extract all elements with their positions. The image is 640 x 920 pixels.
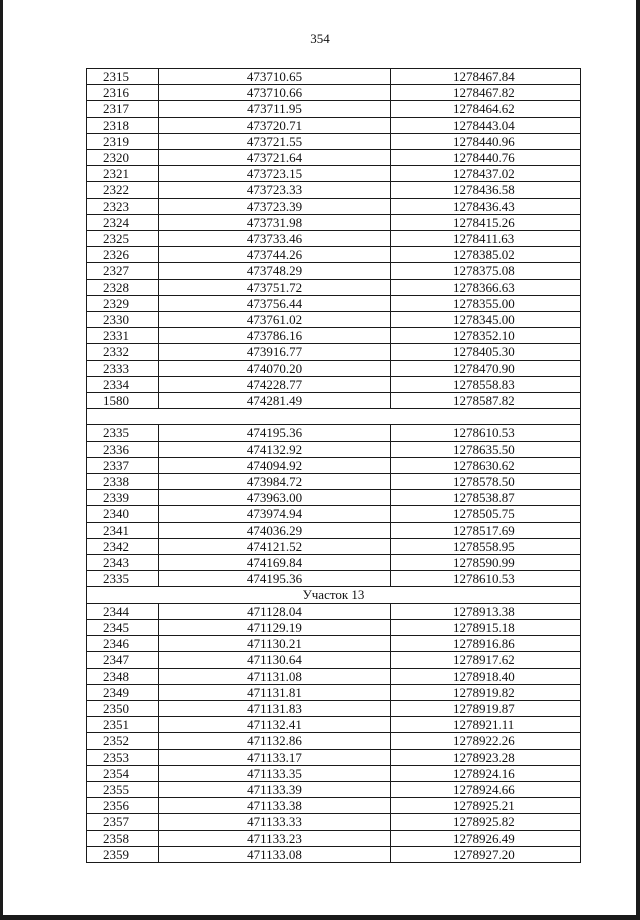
- point-number-cell: 2328: [87, 279, 159, 295]
- coordinate-x-cell: 471132.86: [159, 733, 391, 749]
- point-number-cell: 2336: [87, 441, 159, 457]
- coordinate-x-cell: 474195.36: [159, 571, 391, 587]
- table-row: [87, 312, 581, 328]
- point-number-cell: 2342: [87, 538, 159, 554]
- point-number-cell: 2344: [87, 603, 159, 619]
- coordinate-x-cell: 471131.83: [159, 700, 391, 716]
- table-row: [87, 425, 581, 441]
- coordinate-x-cell: 474228.77: [159, 376, 391, 392]
- point-number-cell: 2335: [87, 571, 159, 587]
- coordinate-x-cell: 473786.16: [159, 328, 391, 344]
- table-row: [87, 214, 581, 230]
- point-number-cell: 2323: [87, 198, 159, 214]
- table-row: [87, 457, 581, 473]
- coordinate-y-cell: 1278924.16: [391, 765, 581, 781]
- point-number-cell: 2322: [87, 182, 159, 198]
- coordinate-x-cell: 473710.66: [159, 85, 391, 101]
- point-number-cell: 2346: [87, 636, 159, 652]
- table-row: [87, 101, 581, 117]
- point-number-cell: 2341: [87, 522, 159, 538]
- coordinate-y-cell: 1278355.00: [391, 295, 581, 311]
- coordinate-y-cell: 1278917.62: [391, 652, 581, 668]
- coordinate-x-cell: 471132.41: [159, 717, 391, 733]
- table-row: [87, 393, 581, 409]
- point-number-cell: 2337: [87, 457, 159, 473]
- table-row: [87, 150, 581, 166]
- coordinate-y-cell: 1278919.82: [391, 684, 581, 700]
- table-row: [87, 781, 581, 797]
- point-number-cell: 2335: [87, 425, 159, 441]
- table-row: [87, 765, 581, 781]
- point-number-cell: 2348: [87, 668, 159, 684]
- coordinate-y-cell: 1278375.08: [391, 263, 581, 279]
- table-row: [87, 538, 581, 554]
- point-number-cell: 2340: [87, 506, 159, 522]
- coordinate-y-cell: 1278440.76: [391, 150, 581, 166]
- coordinate-x-cell: 471133.35: [159, 765, 391, 781]
- point-number-cell: 2347: [87, 652, 159, 668]
- coordinate-x-cell: 474132.92: [159, 441, 391, 457]
- section-title: Участок 13: [87, 587, 581, 603]
- coordinate-y-cell: 1278440.96: [391, 133, 581, 149]
- point-number-cell: 2329: [87, 295, 159, 311]
- coordinate-y-cell: 1278916.86: [391, 636, 581, 652]
- coordinate-y-cell: 1278538.87: [391, 490, 581, 506]
- point-number-cell: 2327: [87, 263, 159, 279]
- coordinate-x-cell: 473974.94: [159, 506, 391, 522]
- table-row: [87, 684, 581, 700]
- coordinate-x-cell: 473720.71: [159, 117, 391, 133]
- table-row: [87, 717, 581, 733]
- scan-edge-right: [636, 0, 640, 920]
- point-number-cell: 2359: [87, 846, 159, 862]
- coordinate-y-cell: 1278415.26: [391, 214, 581, 230]
- table-row: [87, 166, 581, 182]
- table-row: [87, 85, 581, 101]
- point-number-cell: 2333: [87, 360, 159, 376]
- table-row: [87, 344, 581, 360]
- point-number-cell: 2354: [87, 765, 159, 781]
- table-row: [87, 846, 581, 862]
- point-number-cell: 2317: [87, 101, 159, 117]
- coordinate-x-cell: 473751.72: [159, 279, 391, 295]
- coordinate-y-cell: 1278385.02: [391, 247, 581, 263]
- point-number-cell: 2319: [87, 133, 159, 149]
- coordinate-y-cell: 1278925.82: [391, 814, 581, 830]
- coordinate-x-cell: 473744.26: [159, 247, 391, 263]
- point-number-cell: 2358: [87, 830, 159, 846]
- coordinate-x-cell: 473984.72: [159, 474, 391, 490]
- point-number-cell: 2352: [87, 733, 159, 749]
- table-row: [87, 506, 581, 522]
- point-number-cell: 2357: [87, 814, 159, 830]
- point-number-cell: 2355: [87, 781, 159, 797]
- coordinate-x-cell: 471130.64: [159, 652, 391, 668]
- coordinate-y-cell: 1278578.50: [391, 474, 581, 490]
- coordinate-x-cell: 474281.49: [159, 393, 391, 409]
- scan-edge-bottom: [0, 915, 640, 920]
- coordinate-x-cell: 473710.65: [159, 69, 391, 85]
- coordinate-x-cell: 473748.29: [159, 263, 391, 279]
- coordinate-x-cell: 473711.95: [159, 101, 391, 117]
- table-row: [87, 652, 581, 668]
- coordinate-x-cell: 473756.44: [159, 295, 391, 311]
- coordinate-y-cell: 1278464.62: [391, 101, 581, 117]
- coordinate-y-cell: 1278345.00: [391, 312, 581, 328]
- point-number-cell: 2320: [87, 150, 159, 166]
- scan-edge-left: [0, 0, 3, 920]
- section-separator-cell: [87, 409, 581, 425]
- coordinate-y-cell: 1278921.11: [391, 717, 581, 733]
- table-row: [87, 133, 581, 149]
- coordinates-table-body: [87, 69, 581, 863]
- table-row: [87, 798, 581, 814]
- point-number-cell: 2339: [87, 490, 159, 506]
- coordinate-x-cell: 474121.52: [159, 538, 391, 554]
- table-row: [87, 814, 581, 830]
- coordinate-y-cell: 1278558.95: [391, 538, 581, 554]
- coordinate-x-cell: 471131.08: [159, 668, 391, 684]
- table-row: [87, 522, 581, 538]
- coordinate-x-cell: 471131.81: [159, 684, 391, 700]
- point-number-cell: 2325: [87, 231, 159, 247]
- point-number-cell: 2351: [87, 717, 159, 733]
- point-number-cell: 2330: [87, 312, 159, 328]
- coordinates-table: [86, 68, 581, 863]
- coordinate-x-cell: 473761.02: [159, 312, 391, 328]
- coordinate-x-cell: 471133.33: [159, 814, 391, 830]
- coordinate-y-cell: 1278610.53: [391, 571, 581, 587]
- table-row: [87, 295, 581, 311]
- table-row: [87, 117, 581, 133]
- table-row: [87, 247, 581, 263]
- table-row: [87, 603, 581, 619]
- coordinate-y-cell: 1278352.10: [391, 328, 581, 344]
- coordinate-x-cell: 471133.38: [159, 798, 391, 814]
- coordinate-y-cell: 1278635.50: [391, 441, 581, 457]
- coordinate-y-cell: 1278926.49: [391, 830, 581, 846]
- table-row: [87, 668, 581, 684]
- coordinate-y-cell: 1278558.83: [391, 376, 581, 392]
- coordinate-y-cell: 1278927.20: [391, 846, 581, 862]
- coordinate-y-cell: 1278922.26: [391, 733, 581, 749]
- point-number-cell: 2350: [87, 700, 159, 716]
- table-row: [87, 231, 581, 247]
- point-number-cell: 2324: [87, 214, 159, 230]
- table-row: [87, 263, 581, 279]
- table-row: [87, 636, 581, 652]
- table-row: [87, 182, 581, 198]
- coordinate-x-cell: 471130.21: [159, 636, 391, 652]
- point-number-cell: 2349: [87, 684, 159, 700]
- point-number-cell: 2356: [87, 798, 159, 814]
- coordinate-y-cell: 1278587.82: [391, 393, 581, 409]
- section-separator-row: [87, 409, 581, 425]
- point-number-cell: 2353: [87, 749, 159, 765]
- coordinate-y-cell: 1278411.63: [391, 231, 581, 247]
- table-row: [87, 749, 581, 765]
- coordinate-y-cell: 1278590.99: [391, 555, 581, 571]
- point-number-cell: 2321: [87, 166, 159, 182]
- point-number-cell: 2326: [87, 247, 159, 263]
- page-number: 354: [310, 31, 330, 46]
- table-row: [87, 490, 581, 506]
- coordinate-y-cell: 1278470.90: [391, 360, 581, 376]
- table-row: [87, 830, 581, 846]
- coordinate-x-cell: 471133.39: [159, 781, 391, 797]
- table-row: [87, 733, 581, 749]
- coordinate-x-cell: 473723.33: [159, 182, 391, 198]
- coordinate-x-cell: 473723.15: [159, 166, 391, 182]
- coordinate-y-cell: 1278437.02: [391, 166, 581, 182]
- table-row: [87, 555, 581, 571]
- coordinate-y-cell: 1278925.21: [391, 798, 581, 814]
- coordinate-x-cell: 471133.23: [159, 830, 391, 846]
- coordinate-x-cell: 471133.08: [159, 846, 391, 862]
- coordinate-y-cell: 1278918.40: [391, 668, 581, 684]
- coordinate-y-cell: 1278405.30: [391, 344, 581, 360]
- coordinate-x-cell: 473723.39: [159, 198, 391, 214]
- coordinate-y-cell: 1278436.43: [391, 198, 581, 214]
- table-row: [87, 376, 581, 392]
- table-row: [87, 360, 581, 376]
- coordinate-x-cell: 473721.64: [159, 150, 391, 166]
- coordinate-x-cell: 474094.92: [159, 457, 391, 473]
- point-number-cell: 2316: [87, 85, 159, 101]
- coordinate-y-cell: 1278505.75: [391, 506, 581, 522]
- point-number-cell: 2334: [87, 376, 159, 392]
- coordinate-y-cell: 1278915.18: [391, 619, 581, 635]
- coordinate-y-cell: 1278366.63: [391, 279, 581, 295]
- table-row: [87, 441, 581, 457]
- coordinate-x-cell: 471129.19: [159, 619, 391, 635]
- coordinate-x-cell: 471133.17: [159, 749, 391, 765]
- coordinate-y-cell: 1278913.38: [391, 603, 581, 619]
- coordinate-y-cell: 1278630.62: [391, 457, 581, 473]
- coordinate-x-cell: 473731.98: [159, 214, 391, 230]
- coordinate-x-cell: 473733.46: [159, 231, 391, 247]
- table-row: [87, 328, 581, 344]
- table-row: [87, 619, 581, 635]
- point-number-cell: 2315: [87, 69, 159, 85]
- section-title-row: [87, 587, 581, 603]
- coordinate-x-cell: 474169.84: [159, 555, 391, 571]
- coordinate-x-cell: 473721.55: [159, 133, 391, 149]
- coordinate-y-cell: 1278467.82: [391, 85, 581, 101]
- point-number-cell: 2331: [87, 328, 159, 344]
- coordinate-y-cell: 1278610.53: [391, 425, 581, 441]
- table-row: [87, 279, 581, 295]
- coordinate-x-cell: 474070.20: [159, 360, 391, 376]
- coordinate-x-cell: 474036.29: [159, 522, 391, 538]
- coordinate-y-cell: 1278467.84: [391, 69, 581, 85]
- coordinate-y-cell: 1278436.58: [391, 182, 581, 198]
- table-row: [87, 571, 581, 587]
- table-row: [87, 69, 581, 85]
- point-number-cell: 2345: [87, 619, 159, 635]
- point-number-cell: 1580: [87, 393, 159, 409]
- table-row: [87, 198, 581, 214]
- coordinate-y-cell: 1278517.69: [391, 522, 581, 538]
- table-row: [87, 474, 581, 490]
- coordinate-y-cell: 1278919.87: [391, 700, 581, 716]
- coordinate-y-cell: 1278924.66: [391, 781, 581, 797]
- coordinate-x-cell: 474195.36: [159, 425, 391, 441]
- coordinate-x-cell: 473916.77: [159, 344, 391, 360]
- point-number-cell: 2332: [87, 344, 159, 360]
- coordinate-y-cell: 1278443.04: [391, 117, 581, 133]
- point-number-cell: 2343: [87, 555, 159, 571]
- coordinate-x-cell: 473963.00: [159, 490, 391, 506]
- point-number-cell: 2318: [87, 117, 159, 133]
- coordinate-y-cell: 1278923.28: [391, 749, 581, 765]
- point-number-cell: 2338: [87, 474, 159, 490]
- table-row: [87, 700, 581, 716]
- coordinate-x-cell: 471128.04: [159, 603, 391, 619]
